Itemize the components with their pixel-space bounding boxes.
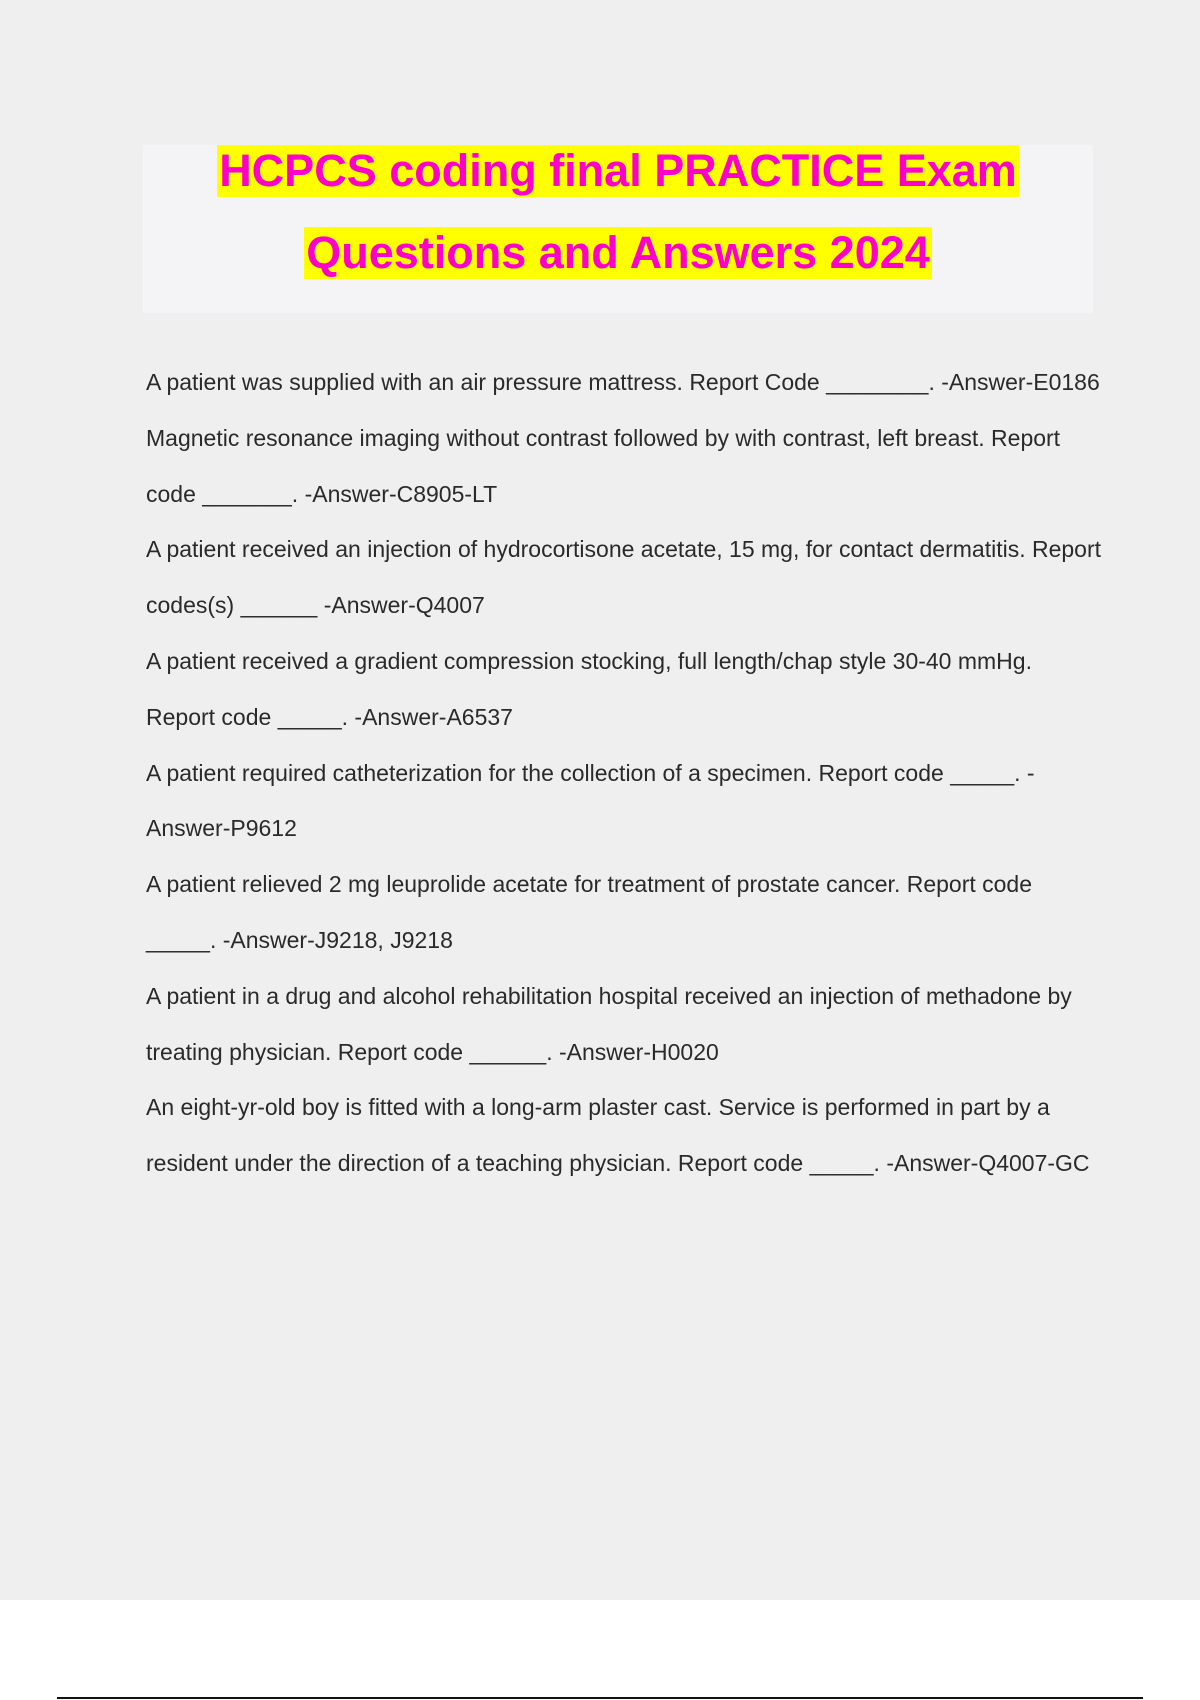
document-title-line-1: HCPCS coding final PRACTICE Exam xyxy=(219,145,1017,196)
page-divider-line xyxy=(57,1697,1143,1699)
question-answer-list xyxy=(146,355,1106,1192)
qa-item-2: Magnetic resonance imaging without contrast followed by with contrast, left breast. Report code _______. -Answer-C8905-LT xyxy=(146,424,1061,507)
qa-item-1: A patient was supplied with an air pressure mattress. Report Code ________. -Answer-E0186 xyxy=(146,369,1100,395)
document-title-line-2: Questions and Answers 2024 xyxy=(306,227,930,278)
qa-item-4: A patient received a gradient compression stocking, full length/chap style 30-40 mmHg. Report code _____. -Answer-A6537 xyxy=(146,647,1032,730)
qa-item-5: A patient required catheterization for the collection of a specimen. Report code _____. -Answer-P9612 xyxy=(146,759,1035,842)
qa-item-8: An eight-yr-old boy is fitted with a long-arm plaster cast. Service is performed in part by a resident under the direction of a teaching physician. Report code _____. -Answer-Q4007-GC xyxy=(146,1094,1090,1177)
title-block xyxy=(143,145,1093,313)
qa-item-7: A patient in a drug and alcohol rehabilitation hospital received an injection of methadone by treating physician. Report code ______. -Answer-H0020 xyxy=(146,982,1072,1065)
qa-item-6: A patient relieved 2 mg leuprolide acetate for treatment of prostate cancer. Report code _____. -Answer-J9218, J9218 xyxy=(146,871,1033,953)
qa-item-3: A patient received an injection of hydrocortisone acetate, 15 mg, for contact dermatitis. Report codes(s) ______ -Answer-Q4007 xyxy=(146,536,1102,619)
